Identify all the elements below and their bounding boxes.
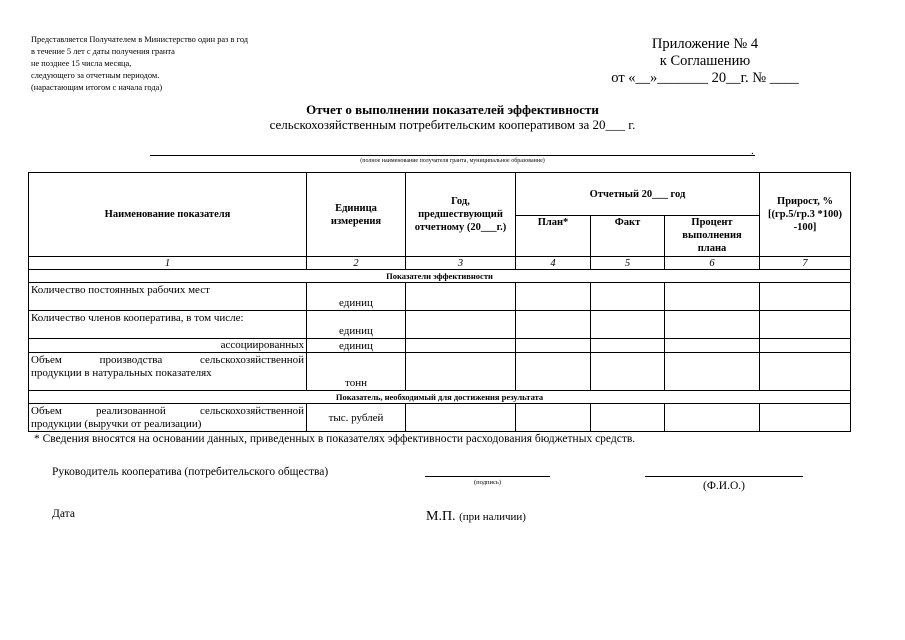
row-unit: тонн [307,353,406,391]
cell-growth-value[interactable] [760,353,851,391]
column-number: 5 [591,257,665,270]
table-row [29,404,851,432]
appendix-date-number: от «__»_______ 20__г. № ____ [611,70,799,86]
table-row [29,311,851,339]
full-name-line[interactable] [645,476,803,477]
note-line: в течение 5 лет с даты получения гранта [31,47,175,56]
cell-percent-value[interactable] [665,404,760,432]
cell-plan-value[interactable] [516,353,591,391]
cell-growth-value[interactable] [760,404,851,432]
full-name-caption: (Ф.И.О.) [703,480,745,492]
row-label-permanent-jobs: Количество постоянных рабочих мест [29,283,307,311]
cell-prev-year-value[interactable] [406,283,516,311]
cell-growth-value[interactable] [760,283,851,311]
header-plan: План* [516,216,591,257]
column-number: 3 [406,257,516,270]
row-label-line: Объем реализованной сельскохозяйственной [31,405,304,417]
row-label-line: Объем производства сельскохозяйственной [31,354,304,366]
row-label-members: Количество членов кооператива, в том числе: [29,311,307,339]
grantee-name-dot: . [751,145,754,157]
cell-plan-value[interactable] [516,339,591,353]
row-label-associated: ассоциированных [29,339,307,353]
row-unit: единиц [307,339,406,353]
cell-prev-year-value[interactable] [406,404,516,432]
column-number: 7 [760,257,851,270]
row-label-sales-volume [29,404,307,432]
header-unit: Единица измерения [307,173,406,257]
cell-fact-value[interactable] [591,283,665,311]
header-row [29,173,851,216]
cell-percent-value[interactable] [665,339,760,353]
header-percent: Процент выполнения плана [665,216,760,257]
column-number: 1 [29,257,307,270]
cell-plan-value[interactable] [516,283,591,311]
date-label: Дата [52,508,75,520]
cell-fact-value[interactable] [591,353,665,391]
row-unit: тыс. рублей [307,404,406,432]
table-row [29,353,851,391]
column-number: 6 [665,257,760,270]
document-title: Отчет о выполнении показателей эффективности [306,102,599,117]
submission-note [31,34,248,94]
report-table [28,172,851,432]
note-line: следующего за отчетным периодом. [31,71,160,80]
cell-prev-year-value[interactable] [406,339,516,353]
column-number-row [29,257,851,270]
note-line: Представляется Получателем в Министерство один раз в год [31,35,249,44]
cell-prev-year-value[interactable] [406,353,516,391]
grantee-name-line[interactable] [150,155,755,156]
cell-growth-value[interactable] [760,339,851,353]
cell-plan-value[interactable] [516,404,591,432]
cell-percent-value[interactable] [665,311,760,339]
cell-fact-value[interactable] [591,311,665,339]
section-result-indicator: Показатель, необходимый для достижения результата [29,391,851,404]
section-row [29,270,851,283]
note-line: не позднее 15 числа месяца, [31,59,132,68]
head-of-cooperative-label: Руководитель кооператива (потребительского общества) [52,466,329,478]
appendix-agreement: к Соглашению [659,53,751,69]
table-row [29,283,851,311]
row-label-line: продукции (выручки от реализации) [31,418,202,430]
stamp-place [426,509,526,525]
column-number: 4 [516,257,591,270]
column-number: 2 [307,257,406,270]
grantee-name-caption: (полное наименование получателя гранта, муниципальное образование) [360,158,545,164]
row-unit: единиц [307,311,406,339]
cell-growth-value[interactable] [760,311,851,339]
cell-fact-value[interactable] [591,404,665,432]
header-prev-year: Год, предшествующий отчетному (20___г.) [406,173,516,257]
note-line: (нарастающим итогом с начала года) [31,83,163,92]
table-row [29,339,851,353]
signature-caption: (подпись) [474,479,501,486]
row-unit: единиц [307,283,406,311]
stamp-label: М.П. [426,509,456,524]
cell-percent-value[interactable] [665,353,760,391]
cell-percent-value[interactable] [665,283,760,311]
appendix-number: Приложение № 4 [651,36,759,52]
cell-fact-value[interactable] [591,339,665,353]
row-label-production-volume [29,353,307,391]
cell-plan-value[interactable] [516,311,591,339]
row-label-line: продукции в натуральных показателях [31,367,212,379]
stamp-if-any: (при наличии) [459,511,526,523]
section-row [29,391,851,404]
section-performance-indicators: Показатели эффективности [29,270,851,283]
appendix-header [595,36,815,87]
header-indicator-name: Наименование показателя [29,173,307,257]
document-subtitle: сельскохозяйственным потребительским кооперативом за 20___ г. [269,117,636,132]
header-fact: Факт [591,216,665,257]
plan-footnote: * Сведения вносятся на основании данных, приведенных в показателях эффективности расходования бюджетных средств. [34,433,636,445]
cell-prev-year-value[interactable] [406,311,516,339]
header-report-year: Отчетный 20___ год [516,173,760,216]
signature-line[interactable] [425,476,550,477]
header-growth: Прирост, % [(гр.5/гр.3 *100) -100] [760,173,851,257]
